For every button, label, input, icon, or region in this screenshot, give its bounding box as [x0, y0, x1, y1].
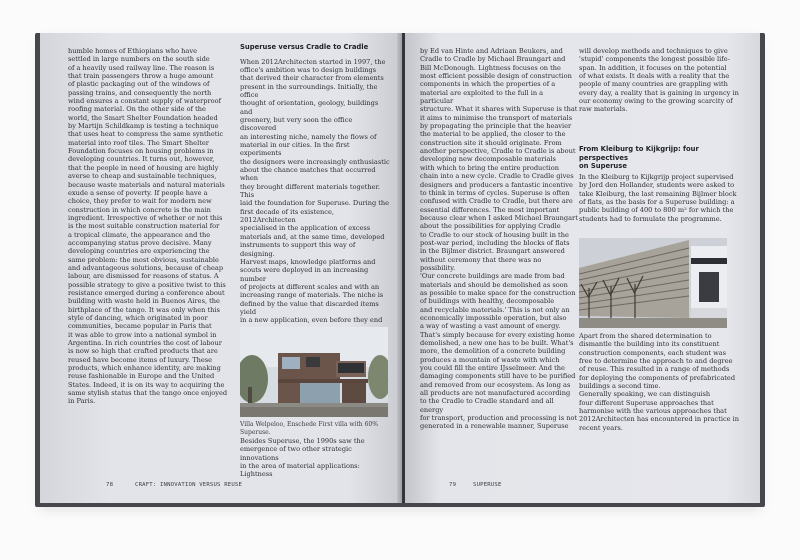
text-line: for deploying the components of prefabricated — [579, 373, 736, 382]
text-line: in Paris. — [68, 397, 96, 406]
text-line: because waste materials and natural materials — [68, 180, 225, 189]
text-line: about the possibilities for applying Cradle — [420, 222, 561, 231]
text-line: materials and, at the same time, developed — [240, 232, 385, 241]
text-line: in a new application, even before they end — [240, 316, 383, 325]
right-column-2-bottom — [579, 332, 749, 432]
text-line: to the Cradle to Cradle standard and all energy — [420, 397, 554, 414]
text-line: free to determine the approach to and degree — [579, 357, 733, 366]
kleiburg-building-image — [579, 238, 727, 328]
text-line: In the Kleiburg to Kijkgrijp project supervised — [579, 173, 734, 181]
text-line: recent years. — [579, 423, 623, 432]
text-line: building with waste held in Buenos Aires, the — [68, 297, 220, 306]
text-line: first decade of its existence, 2012Architecten — [240, 207, 334, 225]
text-line: exude a sense of poverty. If people have a — [68, 188, 208, 197]
text-line: on Superuse — [579, 162, 627, 171]
text-line: same stylish status that the tango once enjoyed — [68, 389, 228, 398]
text-line: States. Indeed, it is on its way to acquiring the — [68, 380, 225, 389]
text-line: thought of orientation, geology, buildings and — [240, 99, 379, 116]
text-line: roofing material. On the other side of the — [68, 105, 206, 114]
text-line: communities, became popular in Paris that — [68, 322, 212, 331]
right-column-2-heading-block — [579, 145, 749, 177]
section-heading-kleiburg — [579, 145, 749, 171]
text-line: 2012Architecten has encountered in practice in — [579, 415, 740, 424]
text-line: When 2012Architecten started in 1997, the — [240, 57, 386, 66]
text-line: construction in which concrete is the main — [68, 205, 211, 214]
text-line: by Ed van Hinte and Adriaan Beukers, and — [420, 47, 563, 55]
text-line: public building of 400 to 800 m² for which the — [579, 206, 734, 215]
text-line: birthplace of the tango. It was only when this — [68, 305, 220, 314]
left-page-column-1 — [68, 47, 238, 406]
text-line: economically impossible operation, but also — [420, 314, 567, 322]
text-line: and advantageous solutions, because of cheap — [68, 263, 224, 272]
text-line: that the people in need of housing are highly — [68, 163, 219, 172]
text-line: they brought different materials together. This — [240, 182, 380, 200]
text-line: confused with Cradle to Cradle, but there are — [420, 197, 573, 206]
text-line: an interesting niche, namely the flows of — [240, 132, 377, 141]
text-line: chain into a new cycle. Cradle to Cradle gives — [420, 172, 574, 181]
text-line: office's ambition was to design buildings — [240, 65, 377, 74]
text-line: defined by the value that discarded items yield — [240, 299, 379, 316]
text-line: material in our cities. In the first experiments — [240, 141, 350, 158]
text-line: of plastic packaging out of the windows of — [68, 80, 210, 89]
left-running-footer: CRAFT: INNOVATION VERSUS REUSE — [135, 482, 243, 488]
right-running-footer: SUPERUSE — [473, 482, 502, 488]
text-line: of projects at different scales and with an — [240, 282, 380, 291]
text-line: specialised in the application of excess — [240, 224, 371, 233]
text-line: harmonise with the various approaches that — [579, 407, 727, 416]
text-line: settled in large numbers on the south side — [68, 55, 210, 64]
text-line: material are exploited to the full in a particular — [420, 88, 544, 106]
text-line: style of dancing, which originated in poor — [68, 314, 208, 322]
text-line: students had to formulate the programme. — [579, 214, 722, 223]
text-line: and recyclable materials.' This is not only an — [420, 305, 570, 314]
text-line: emergence of two other strategic innovations — [240, 445, 352, 462]
text-line: From Kleiburg to Kijkgrijp: four perspectives — [579, 145, 699, 162]
text-line: labour, are dismissed for reasons of status. A — [68, 272, 219, 281]
text-line: the designers were increasingly enthusiastic — [240, 157, 390, 166]
text-line: present in the surroundings. Initially, the office — [240, 82, 378, 99]
text-line: developing countries are experiencing the — [68, 247, 210, 256]
villa-welpeloo-caption: Villa Welpeloo, Enschede First villa with 60% Superuse. — [240, 421, 378, 436]
text-line: post-war period, including the blocks of flats — [420, 238, 570, 247]
text-line: our economy owing to the growing scarcity of — [579, 97, 733, 106]
right-page — [405, 33, 760, 503]
text-line: to think in terms of cycles. Superuse is often — [420, 188, 570, 197]
text-line: ingredient. Irrespective of whether or not this — [68, 213, 223, 222]
text-line: by propagating the principle that the heavier — [420, 122, 572, 131]
text-line: damaging components still have to be purified — [420, 372, 576, 381]
text-line: same problem: the most obvious, sustainable — [68, 255, 219, 264]
text-line: a way of wasting a vast amount of energy. — [420, 322, 561, 331]
text-line: is now so high that crafted products that are — [68, 347, 218, 356]
text-line: that train passengers throw a huge amount — [68, 72, 214, 81]
text-line: greenery, but very soon the office discovered — [240, 116, 353, 133]
text-line: by Martijn Schildkamp is testing a technique — [68, 122, 219, 131]
text-line: generated in a renewable manner, Superuse — [420, 422, 569, 431]
text-line: it aims to minimise the transport of materials — [420, 113, 573, 122]
text-line: structure. What it shares with Superuse is that — [420, 105, 578, 114]
text-line: raw materials. — [579, 105, 628, 114]
right-column-2-top — [579, 47, 749, 114]
text-line: a tropical climate, the appearance and the — [68, 230, 211, 239]
text-line: construction components, each student was — [579, 348, 727, 357]
villa-welpeloo-image — [240, 327, 388, 417]
text-line: the material to be applied, the closer to the — [420, 130, 566, 139]
text-line: accompanying status prove decisive. Many — [68, 238, 212, 247]
right-column-2-middle — [579, 173, 749, 223]
text-line: of what exists. It deals with a reality that the — [579, 72, 730, 81]
text-line: Cradle to Cradle by Michael Braungart and — [420, 55, 566, 64]
text-line: by Jord den Hollander, students were asked to — [579, 181, 735, 190]
text-line: span. In addition, it focuses on the potential — [579, 63, 727, 72]
text-line: every day, a reality that is gaining in urgency in — [579, 88, 739, 97]
text-line: Bill McDonough. Lightness focuses on the — [420, 63, 561, 72]
text-line: you could fill the entire IJsselmeer. And the — [420, 364, 565, 373]
text-line: produces a mountain of waste with which — [420, 355, 560, 364]
text-line: world, the Smart Shelter Foundation headed — [68, 113, 218, 122]
text-line: increasing range of materials. The niche is — [240, 291, 384, 300]
text-line: buildings a second time. — [579, 382, 661, 391]
section-heading-superuse-vs-c2c: Superuse versus Cradle to Cradle — [240, 43, 369, 51]
text-line: materials and should be demolished as soon — [420, 280, 568, 289]
text-line: dismantle the building into its constituent — [579, 340, 720, 349]
text-line: four different Superuse approaches that — [579, 398, 714, 407]
text-line: of reuse. This resulted in a range of methods — [579, 365, 730, 374]
text-line: take Kleiburg, the last remaining Bijlmer block — [579, 189, 737, 198]
text-line: as possible to make space for the construction — [420, 288, 576, 297]
text-line: Apart from the shared determination to — [579, 332, 712, 340]
text-line: scouts were deployed in an increasing number — [240, 266, 369, 283]
text-line: passing trains, and consequently the north — [68, 88, 212, 97]
kleiburg-building-photo — [579, 238, 727, 328]
text-line: it was able to grow into a national symbol in — [68, 330, 217, 339]
text-line: that derived their character from elements — [240, 74, 384, 83]
text-line: because clear when I asked Michael Braungart — [420, 213, 578, 222]
text-line: Foundation focuses on housing problems in — [68, 147, 214, 156]
text-line: in the Bijlmer district. Braungart answered — [420, 247, 565, 256]
text-line: essential differences. The most important — [420, 205, 560, 214]
text-line: Argentina. In rich countries the cost of labour — [68, 339, 222, 348]
text-line: with which to bring the entire production — [420, 163, 559, 172]
text-line: another perspective, Cradle to Cradle is about — [420, 147, 576, 156]
text-line: 'Our concrete buildings are made from bad — [420, 272, 565, 281]
text-line: instruments to support this way of designing. — [240, 241, 356, 258]
text-line: material into roof tiles. The Smart Shelter — [68, 138, 209, 147]
text-line: Generally speaking, we can distinguish — [579, 390, 711, 399]
text-line: of buildings with healthy, decomposable — [420, 297, 555, 306]
text-line: Harvest maps, knowledge platforms and — [240, 257, 376, 266]
text-line: reuse fashionable in Europe and the United — [68, 372, 215, 381]
text-line: of flats, as the basis for a Superuse building: a — [579, 198, 735, 207]
villa-welpeloo-photo — [240, 327, 388, 417]
left-page — [40, 33, 402, 503]
text-line: 'stupid' components the longest possible life- — [579, 55, 730, 64]
text-line: of a heavily used railway line. The reason is — [68, 63, 215, 72]
text-line: developing new decomposable materials — [420, 155, 556, 164]
text-line: for transport, production and processing is not — [420, 414, 578, 423]
right-page-number: 79 — [449, 482, 457, 488]
right-page-column-1 — [420, 47, 578, 431]
text-line: developing countries. It turns out, however, — [68, 155, 215, 164]
text-line: most efficient possible design of construction — [420, 72, 572, 81]
text-line: in the area of material applications: Lightness — [240, 462, 360, 479]
text-line: products, which enhance identity, are making — [68, 364, 221, 373]
text-line: will develop methods and techniques to give — [579, 47, 728, 55]
text-line: that uses heat to compress the same synthetic — [68, 130, 224, 139]
text-line: laid the foundation for Superuse. During the — [240, 199, 390, 208]
text-line: possible strategy to give a positive twist to this — [68, 280, 226, 289]
text-line: humble homes of Ethiopians who have — [68, 47, 197, 55]
text-line: Besides Superuse, the 1990s saw the — [240, 437, 365, 445]
text-line: more, the demolition of a concrete building — [420, 347, 566, 356]
left-page-number: 78 — [106, 482, 114, 488]
text-line: designers and producers a fantastic incentive — [420, 180, 573, 189]
text-line: demolished, a new one has to be built. What's — [420, 339, 574, 348]
text-line: and removed from our ecosystem. As long as — [420, 380, 571, 389]
text-line: to Cradle to our stock of housing built in the — [420, 230, 569, 239]
text-line: construction site it should originate. From — [420, 138, 562, 147]
text-line: components in which the properties of a — [420, 80, 556, 89]
text-line: That's simply because for every existing home — [420, 330, 575, 339]
text-line: is the most suitable construction material for — [68, 222, 220, 231]
text-line: all products are not manufactured according — [420, 389, 571, 398]
text-line: choice, they prefer to wait for modern new — [68, 197, 212, 206]
text-line: about the chance matches that occurred when — [240, 166, 376, 183]
text-line: wind ensures a constant supply of waterproof — [68, 97, 222, 106]
text-line: without ceremony that there was no possibility. — [420, 255, 542, 272]
text-line: averse to cheap and sustainable techniques, — [68, 172, 217, 181]
text-line: resistance emerged during a conference about — [68, 288, 225, 297]
text-line: reused have become items of luxury. These — [68, 355, 213, 364]
left-column-2-continuation — [240, 437, 390, 479]
text-line: people of many countries are grappling with — [579, 80, 728, 89]
